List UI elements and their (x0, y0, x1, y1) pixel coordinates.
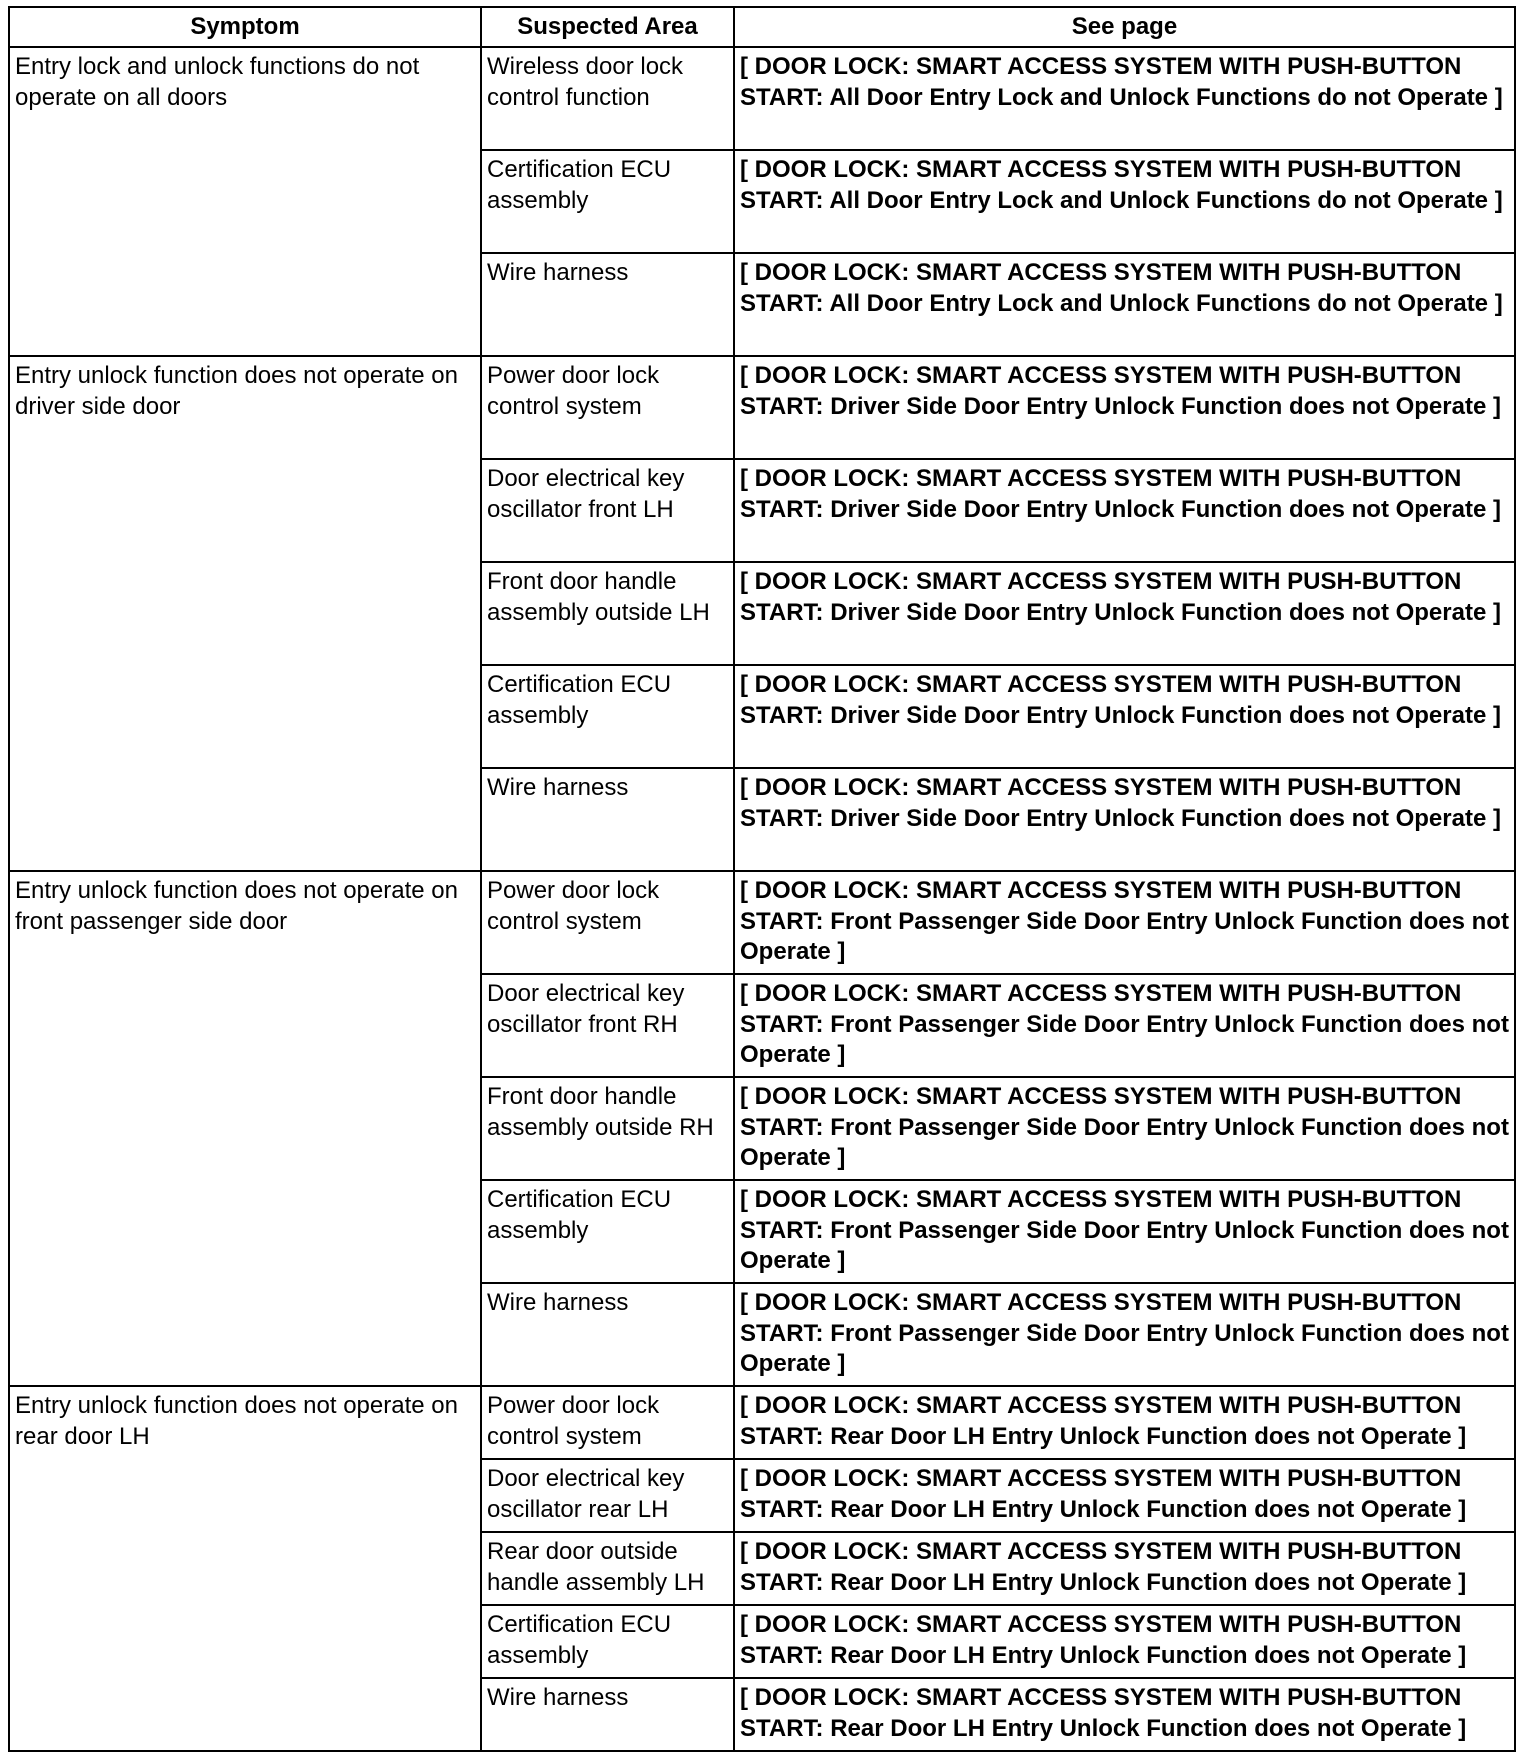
see-page-link[interactable]: [ DOOR LOCK: SMART ACCESS SYSTEM WITH PUSH-BUTTON START: Driver Side Door Entry Unlock Function does not Operate ] (740, 465, 1501, 523)
suspected-area-cell: Wire harness (481, 253, 734, 356)
suspected-area-cell: Front door handle assembly outside RH (481, 1077, 734, 1180)
see-page-link[interactable]: [ DOOR LOCK: SMART ACCESS SYSTEM WITH PUSH-BUTTON START: Front Passenger Side Door Entry Unlock Function does not Operate ] (740, 877, 1509, 965)
see-page-link[interactable]: [ DOOR LOCK: SMART ACCESS SYSTEM WITH PUSH-BUTTON START: Driver Side Door Entry Unlock Function does not Operate ] (740, 568, 1501, 626)
see-page-link[interactable]: [ DOOR LOCK: SMART ACCESS SYSTEM WITH PUSH-BUTTON START: Rear Door LH Entry Unlock Function does not Operate ] (740, 1465, 1467, 1523)
header-suspected-area: Suspected Area (481, 7, 734, 47)
see-page-cell (734, 1386, 1515, 1459)
suspected-area-cell: Certification ECU assembly (481, 665, 734, 768)
see-page-cell (734, 871, 1515, 974)
see-page-link[interactable]: [ DOOR LOCK: SMART ACCESS SYSTEM WITH PUSH-BUTTON START: Rear Door LH Entry Unlock Function does not Operate ] (740, 1392, 1467, 1450)
table-header-row (9, 7, 1515, 47)
suspected-area-cell: Power door lock control system (481, 1386, 734, 1459)
symptom-cell: Entry unlock function does not operate on driver side door (9, 356, 481, 871)
see-page-link[interactable]: [ DOOR LOCK: SMART ACCESS SYSTEM WITH PUSH-BUTTON START: Driver Side Door Entry Unlock Function does not Operate ] (740, 671, 1501, 729)
symptom-cell: Entry unlock function does not operate on rear door LH (9, 1386, 481, 1751)
see-page-cell (734, 47, 1515, 150)
see-page-link[interactable]: [ DOOR LOCK: SMART ACCESS SYSTEM WITH PUSH-BUTTON START: Driver Side Door Entry Unlock Function does not Operate ] (740, 774, 1501, 832)
suspected-area-cell: Door electrical key oscillator rear LH (481, 1459, 734, 1532)
table-body (9, 47, 1515, 1751)
suspected-area-cell: Rear door outside handle assembly LH (481, 1532, 734, 1605)
see-page-cell (734, 1077, 1515, 1180)
see-page-cell (734, 768, 1515, 871)
see-page-cell (734, 356, 1515, 459)
suspected-area-cell: Front door handle assembly outside LH (481, 562, 734, 665)
suspected-area-cell: Power door lock control system (481, 356, 734, 459)
symptom-cell: Entry lock and unlock functions do not operate on all doors (9, 47, 481, 356)
see-page-cell (734, 665, 1515, 768)
header-see-page: See page (734, 7, 1515, 47)
see-page-cell (734, 1678, 1515, 1751)
header-symptom: Symptom (9, 7, 481, 47)
table-row (9, 1386, 1515, 1459)
see-page-link[interactable]: [ DOOR LOCK: SMART ACCESS SYSTEM WITH PUSH-BUTTON START: Rear Door LH Entry Unlock Function does not Operate ] (740, 1684, 1467, 1742)
see-page-cell (734, 562, 1515, 665)
see-page-link[interactable]: [ DOOR LOCK: SMART ACCESS SYSTEM WITH PUSH-BUTTON START: Driver Side Door Entry Unlock Function does not Operate ] (740, 362, 1501, 420)
see-page-link[interactable]: [ DOOR LOCK: SMART ACCESS SYSTEM WITH PUSH-BUTTON START: All Door Entry Lock and Unlock Functions do not Operate ] (740, 53, 1503, 111)
see-page-link[interactable]: [ DOOR LOCK: SMART ACCESS SYSTEM WITH PUSH-BUTTON START: All Door Entry Lock and Unlock Functions do not Operate ] (740, 156, 1503, 214)
troubleshooting-table (8, 6, 1516, 1752)
see-page-cell (734, 974, 1515, 1077)
see-page-cell (734, 150, 1515, 253)
see-page-cell (734, 1532, 1515, 1605)
see-page-cell (734, 1459, 1515, 1532)
see-page-link[interactable]: [ DOOR LOCK: SMART ACCESS SYSTEM WITH PUSH-BUTTON START: Front Passenger Side Door Entry Unlock Function does not Operate ] (740, 1083, 1509, 1171)
suspected-area-cell: Wire harness (481, 1283, 734, 1386)
see-page-cell (734, 1283, 1515, 1386)
table-row (9, 356, 1515, 459)
suspected-area-cell: Certification ECU assembly (481, 1180, 734, 1283)
see-page-link[interactable]: [ DOOR LOCK: SMART ACCESS SYSTEM WITH PUSH-BUTTON START: All Door Entry Lock and Unlock Functions do not Operate ] (740, 259, 1503, 317)
suspected-area-cell: Wire harness (481, 1678, 734, 1751)
suspected-area-cell: Power door lock control system (481, 871, 734, 974)
suspected-area-cell: Certification ECU assembly (481, 1605, 734, 1678)
see-page-link[interactable]: [ DOOR LOCK: SMART ACCESS SYSTEM WITH PUSH-BUTTON START: Rear Door LH Entry Unlock Function does not Operate ] (740, 1611, 1467, 1669)
see-page-link[interactable]: [ DOOR LOCK: SMART ACCESS SYSTEM WITH PUSH-BUTTON START: Front Passenger Side Door Entry Unlock Function does not Operate ] (740, 1186, 1509, 1274)
see-page-cell (734, 253, 1515, 356)
see-page-cell (734, 459, 1515, 562)
suspected-area-cell: Certification ECU assembly (481, 150, 734, 253)
suspected-area-cell: Wireless door lock control function (481, 47, 734, 150)
suspected-area-cell: Wire harness (481, 768, 734, 871)
see-page-link[interactable]: [ DOOR LOCK: SMART ACCESS SYSTEM WITH PUSH-BUTTON START: Rear Door LH Entry Unlock Function does not Operate ] (740, 1538, 1467, 1596)
table-row (9, 47, 1515, 150)
suspected-area-cell: Door electrical key oscillator front RH (481, 974, 734, 1077)
table-row (9, 871, 1515, 974)
see-page-link[interactable]: [ DOOR LOCK: SMART ACCESS SYSTEM WITH PUSH-BUTTON START: Front Passenger Side Door Entry Unlock Function does not Operate ] (740, 980, 1509, 1068)
see-page-cell (734, 1180, 1515, 1283)
symptom-cell: Entry unlock function does not operate on front passenger side door (9, 871, 481, 1386)
see-page-link[interactable]: [ DOOR LOCK: SMART ACCESS SYSTEM WITH PUSH-BUTTON START: Front Passenger Side Door Entry Unlock Function does not Operate ] (740, 1289, 1509, 1377)
suspected-area-cell: Door electrical key oscillator front LH (481, 459, 734, 562)
see-page-cell (734, 1605, 1515, 1678)
